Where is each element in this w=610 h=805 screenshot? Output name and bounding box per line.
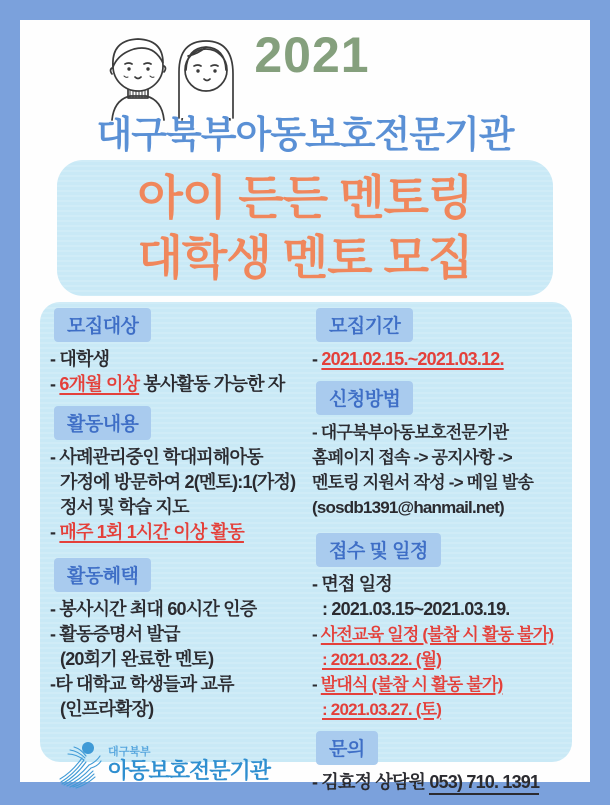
dash: -	[312, 625, 321, 644]
schedule-highlight: : 2021.03.22. (월)	[322, 650, 442, 669]
activity-line: 가정에 방문하여 2(멘토):1(가정)	[60, 472, 296, 492]
poster-page	[20, 20, 590, 792]
banner-line-1: 아이 든든 멘토링	[137, 171, 473, 224]
ray-person-logo-icon	[56, 738, 102, 790]
right-column	[312, 308, 566, 795]
dash: -	[312, 349, 322, 369]
benefit-line: -타 대학교 학생들과 교류	[50, 674, 234, 694]
left-column	[50, 308, 308, 790]
section-label-benefit: 활동혜택	[54, 558, 151, 592]
schedule-line: : 2021.03.15~2021.03.19.	[322, 599, 510, 619]
benefit-line: (20회기 완료한 멘토)	[60, 649, 214, 669]
activity-line: 정서 및 학습 지도	[60, 497, 189, 517]
section-label-contact: 문의	[316, 731, 378, 765]
organization-logo	[56, 738, 308, 790]
schedule-highlight: 사전교육 일정 (불참 시 활동 불가)	[320, 625, 554, 644]
section-label-schedule: 접수 및 일정	[316, 533, 441, 567]
target-item	[50, 372, 308, 397]
activity-line: - 사례관리중인 학대피해아동	[50, 447, 263, 467]
section-label-how-to-apply: 신청방법	[316, 381, 413, 415]
schedule-highlight: 발대식 (불참 시 활동 불가)	[320, 675, 503, 694]
contact-person: - 김효정 상담원	[312, 772, 430, 792]
schedule-line	[312, 672, 566, 697]
activity-highlight: 매주 1회 1시간 이상 활동	[59, 522, 244, 542]
benefit-line: (인프라확장)	[60, 699, 154, 719]
apply-line: - 대구북부아동보호전문기관	[312, 423, 509, 442]
logo-region-text: 대구북부	[108, 745, 151, 758]
activity-line	[50, 520, 308, 545]
logo-text	[108, 747, 270, 782]
schedule-line: - 면접 일정	[312, 574, 392, 594]
schedule-line	[312, 622, 566, 647]
period-line	[312, 347, 566, 372]
benefit-line: - 봉사시간 최대 60시간 인증	[50, 599, 257, 619]
year-heading: 2021	[254, 27, 370, 83]
dash: -	[50, 522, 60, 542]
apply-email-line: (sosdb1391@hanmail.net)	[312, 498, 504, 517]
benefit-line: - 활동증명서 발급	[50, 624, 180, 644]
organization-title: 대구북부아동보호전문기관	[96, 114, 514, 155]
logo-org-text: 아동보호전문기관	[108, 757, 271, 783]
section-label-target: 모집대상	[54, 308, 151, 342]
section-label-period: 모집기간	[316, 308, 413, 342]
schedule-line	[312, 697, 566, 722]
target-rest: 봉사활동 가능한 자	[139, 374, 285, 394]
dash: -	[312, 675, 321, 694]
info-panel	[40, 302, 572, 792]
banner-line-2: 대학생 멘토 모집	[137, 231, 473, 284]
apply-line: 홈페이지 접속 -> 공지사항 ->	[312, 448, 512, 467]
target-item: - 대학생	[50, 349, 110, 369]
title-banner	[57, 160, 553, 296]
section-label-activity: 활동내용	[54, 406, 151, 440]
schedule-highlight: : 2021.03.27. (토)	[322, 700, 442, 719]
apply-line: 멘토링 지원서 작성 -> 메일 발송	[312, 473, 534, 492]
schedule-line	[312, 647, 566, 672]
contact-phone: 053) 710. 1391	[429, 772, 539, 795]
dash: -	[50, 374, 60, 394]
target-highlight: 6개월 이상	[59, 374, 140, 394]
period-highlight: 2021.02.15.~2021.03.12.	[321, 349, 504, 369]
contact-line	[312, 770, 566, 795]
